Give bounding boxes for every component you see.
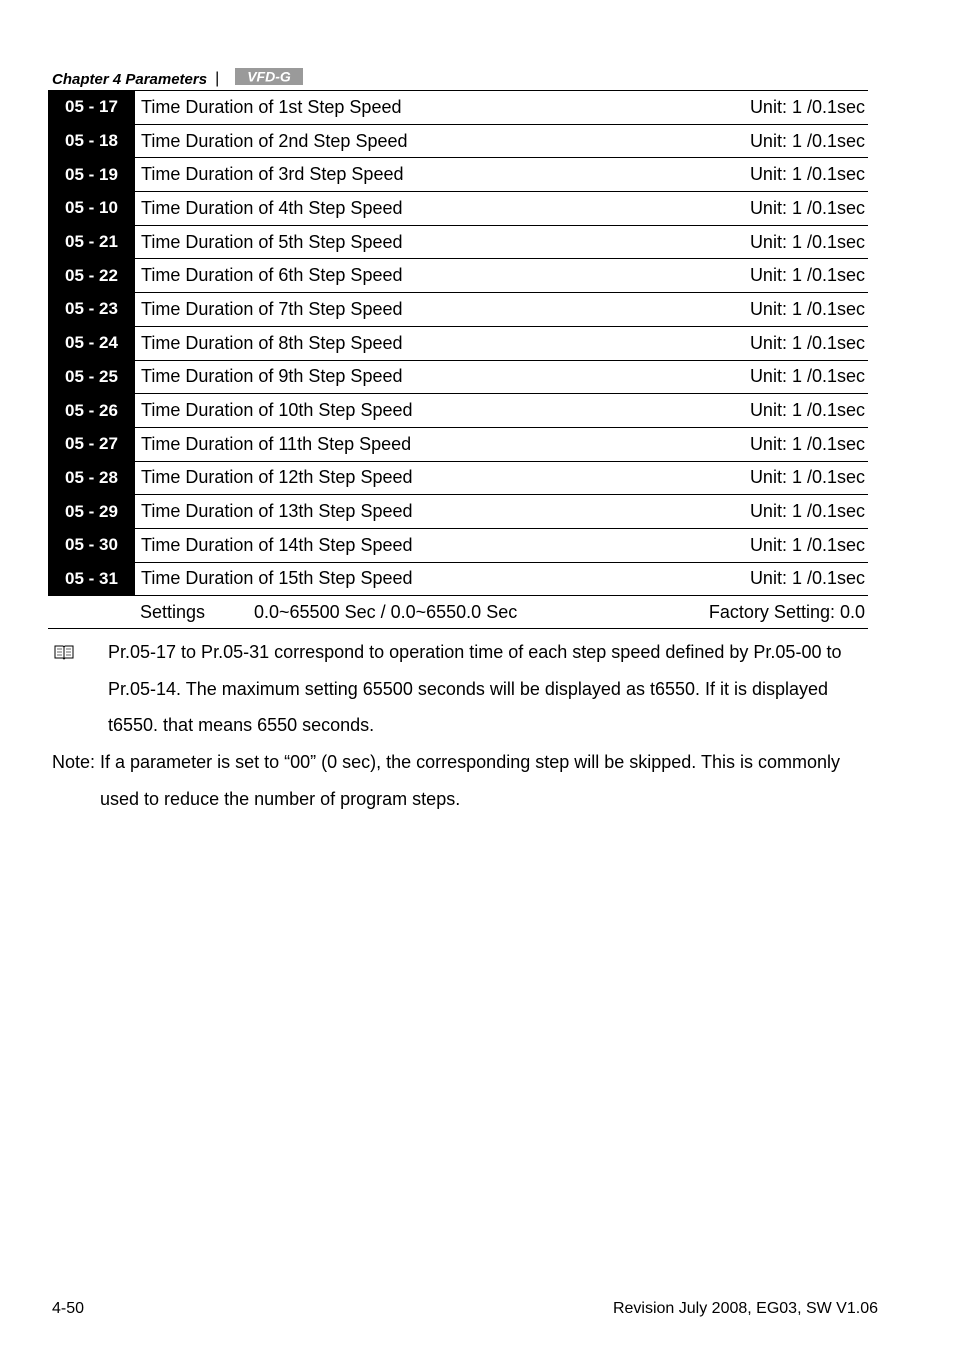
parameter-row bbox=[48, 225, 868, 259]
parameter-unit: Unit: 1 /0.1sec bbox=[749, 332, 865, 353]
parameter-id: 05 - 29 bbox=[48, 495, 135, 528]
parameter-row bbox=[48, 124, 868, 158]
book-icon bbox=[54, 644, 74, 660]
parameter-id: 05 - 19 bbox=[48, 158, 135, 191]
parameter-name: Time Duration of 12th Step Speed bbox=[141, 467, 413, 488]
parameter-unit: Unit: 1 /0.1sec bbox=[749, 467, 865, 488]
parameter-row bbox=[48, 90, 868, 124]
parameter-name: Time Duration of 8th Step Speed bbox=[141, 332, 403, 353]
logo-text: VFD-G bbox=[247, 68, 291, 85]
parameter-row bbox=[48, 157, 868, 191]
parameter-name: Time Duration of 3rd Step Speed bbox=[141, 164, 404, 185]
vfd-g-logo bbox=[235, 68, 303, 85]
parameter-row bbox=[48, 191, 868, 225]
parameter-id: 05 - 27 bbox=[48, 428, 135, 461]
parameter-name: Time Duration of 10th Step Speed bbox=[141, 400, 413, 421]
description-line-2: Pr.05-14. The maximum setting 65500 seconds will be displayed as t6550. If it is displayed bbox=[108, 679, 829, 699]
parameter-id: 05 - 10 bbox=[48, 192, 135, 225]
settings-range: 0.0~65500 Sec / 0.0~6550.0 Sec bbox=[254, 601, 518, 622]
parameter-unit: Unit: 1 /0.1sec bbox=[749, 231, 865, 252]
parameter-id: 05 - 31 bbox=[48, 563, 135, 596]
parameter-unit: Unit: 1 /0.1sec bbox=[749, 534, 865, 555]
parameter-row bbox=[48, 326, 868, 360]
page-number: 4-50 bbox=[52, 1300, 85, 1317]
parameter-unit: Unit: 1 /0.1sec bbox=[749, 164, 865, 185]
parameter-unit: Unit: 1 /0.1sec bbox=[749, 298, 865, 319]
parameter-row bbox=[48, 427, 868, 461]
parameter-name: Time Duration of 4th Step Speed bbox=[141, 197, 403, 218]
parameter-row bbox=[48, 292, 868, 326]
parameter-table bbox=[48, 90, 868, 629]
parameter-id: 05 - 30 bbox=[48, 529, 135, 562]
parameter-unit: Unit: 1 /0.1sec bbox=[749, 265, 865, 286]
note-line-1: Note: If a parameter is set to “00” (0 sec), the corresponding step will be skipped. This is commonly bbox=[52, 752, 841, 772]
chapter-title: Chapter 4 Parameters bbox=[52, 70, 208, 88]
parameter-unit: Unit: 1 /0.1sec bbox=[749, 400, 865, 421]
parameter-unit: Unit: 1 /0.1sec bbox=[749, 366, 865, 387]
description-line-1: Pr.05-17 to Pr.05-31 correspond to operation time of each step speed defined by Pr.05-00 to bbox=[108, 642, 842, 662]
parameter-row bbox=[48, 562, 868, 596]
parameter-id: 05 - 23 bbox=[48, 293, 135, 326]
parameter-row bbox=[48, 528, 868, 562]
parameter-id: 05 - 17 bbox=[48, 91, 135, 124]
factory-setting: Factory Setting: 0.0 bbox=[708, 601, 865, 622]
parameter-row bbox=[48, 461, 868, 495]
running-header bbox=[52, 68, 225, 90]
parameter-id: 05 - 22 bbox=[48, 259, 135, 292]
description-line-3: t6550. that means 6550 seconds. bbox=[108, 715, 375, 735]
settings-label: Settings bbox=[140, 601, 206, 622]
parameter-name: Time Duration of 14th Step Speed bbox=[141, 534, 413, 555]
settings-row bbox=[48, 595, 868, 629]
parameter-name: Time Duration of 6th Step Speed bbox=[141, 265, 403, 286]
revision-info: Revision July 2008, EG03, SW V1.06 bbox=[612, 1300, 878, 1317]
parameter-name: Time Duration of 5th Step Speed bbox=[141, 231, 403, 252]
parameter-row bbox=[48, 494, 868, 528]
parameter-id: 05 - 24 bbox=[48, 327, 135, 360]
parameter-unit: Unit: 1 /0.1sec bbox=[749, 433, 865, 454]
parameter-id: 05 - 18 bbox=[48, 125, 135, 158]
parameter-unit: Unit: 1 /0.1sec bbox=[749, 501, 865, 522]
header-separator: | bbox=[215, 70, 220, 87]
parameter-row bbox=[48, 393, 868, 427]
parameter-unit: Unit: 1 /0.1sec bbox=[749, 197, 865, 218]
parameter-name: Time Duration of 1st Step Speed bbox=[141, 96, 402, 117]
parameter-name: Time Duration of 15th Step Speed bbox=[141, 568, 413, 589]
parameter-name: Time Duration of 11th Step Speed bbox=[141, 433, 412, 454]
parameter-id: 05 - 25 bbox=[48, 361, 135, 394]
parameter-unit: Unit: 1 /0.1sec bbox=[749, 568, 865, 589]
parameter-row bbox=[48, 258, 868, 292]
parameter-id: 05 - 21 bbox=[48, 226, 135, 259]
parameter-id: 05 - 26 bbox=[48, 394, 135, 427]
parameter-id: 05 - 28 bbox=[48, 462, 135, 495]
parameter-name: Time Duration of 2nd Step Speed bbox=[141, 130, 408, 151]
parameter-unit: Unit: 1 /0.1sec bbox=[749, 130, 865, 151]
parameter-name: Time Duration of 9th Step Speed bbox=[141, 366, 403, 387]
note-line-2: used to reduce the number of program steps. bbox=[100, 789, 461, 809]
parameter-name: Time Duration of 7th Step Speed bbox=[141, 298, 403, 319]
parameter-row bbox=[48, 360, 868, 394]
parameter-name: Time Duration of 13th Step Speed bbox=[141, 501, 413, 522]
parameter-unit: Unit: 1 /0.1sec bbox=[749, 96, 865, 117]
